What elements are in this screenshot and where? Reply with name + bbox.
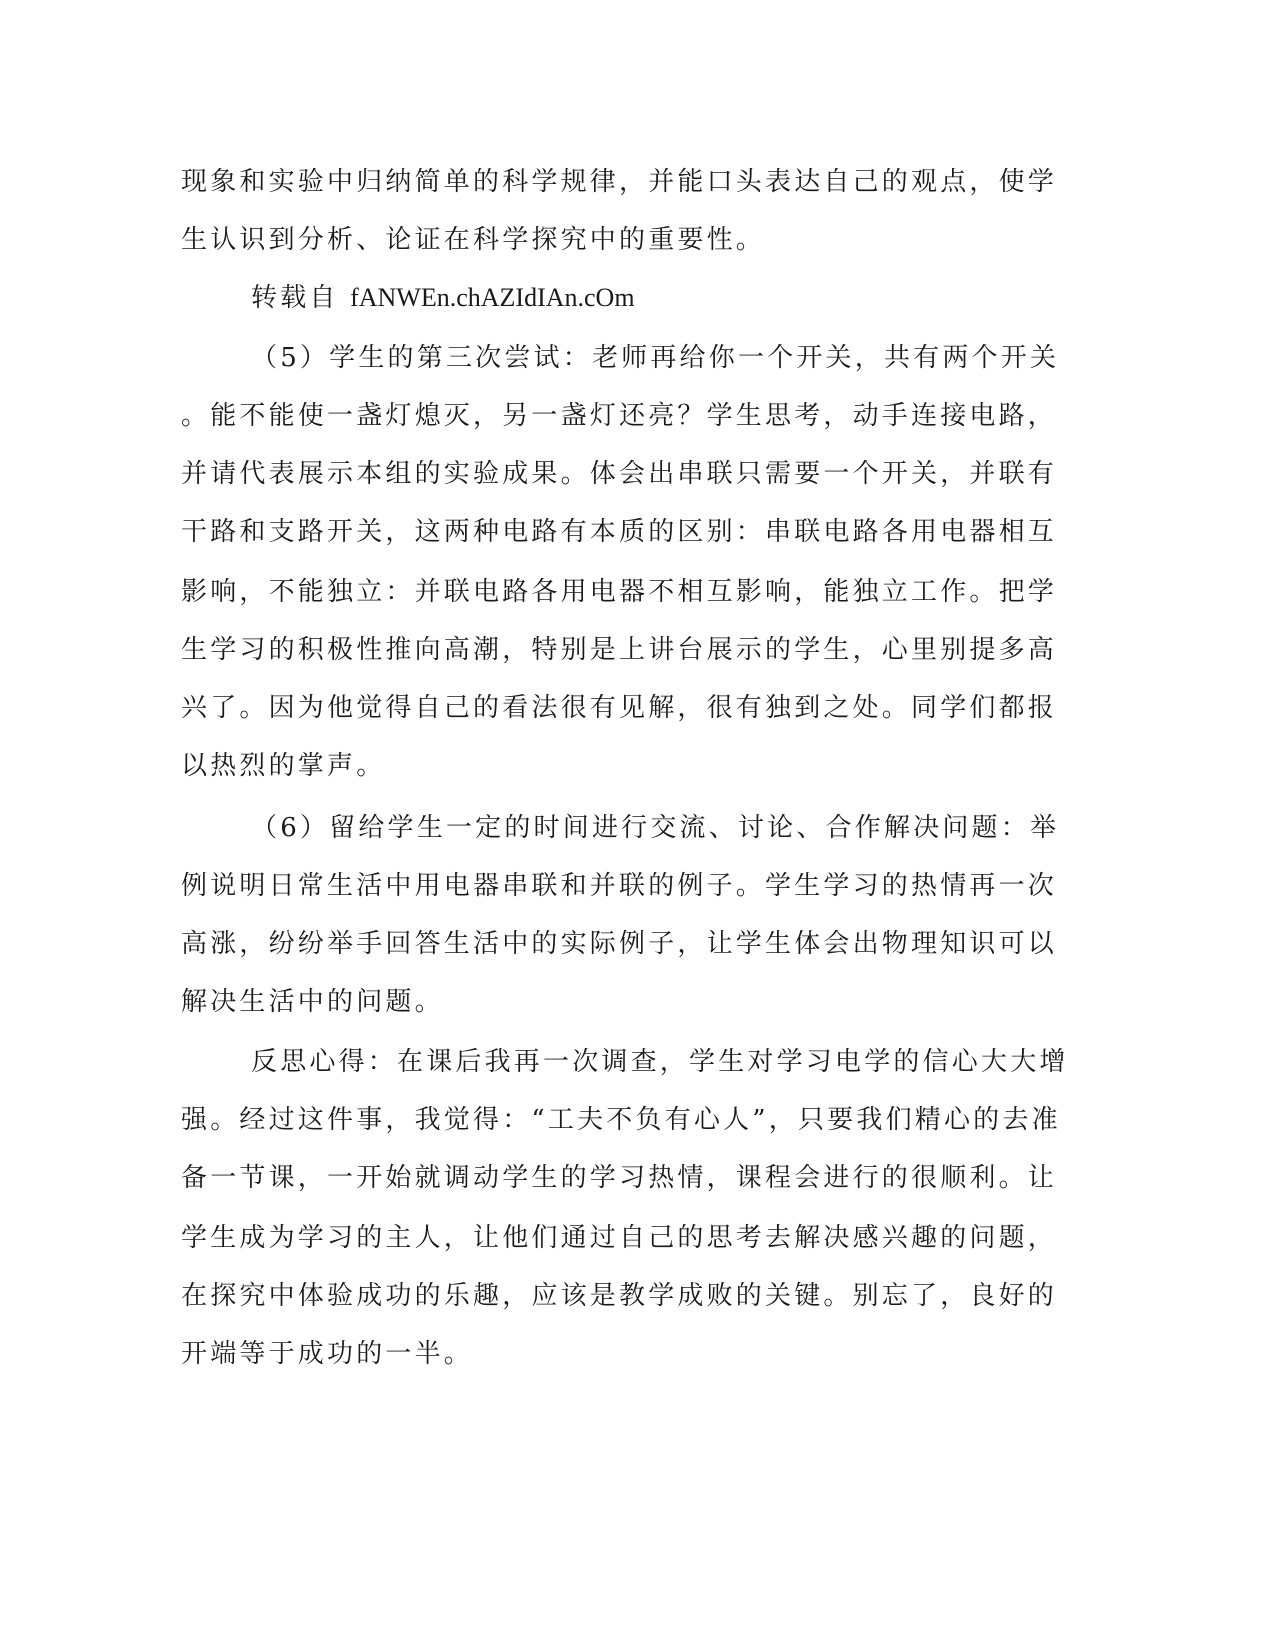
source-prefix: 转载自 xyxy=(251,283,351,313)
source-url: fANWEn.chAZIdIAn.cOm xyxy=(350,283,635,312)
text-line: 解决生活中的问题。 xyxy=(181,987,444,1017)
text-line: 高涨，纷纷举手回答生活中的实际例子，让学生体会出物理知识可以 xyxy=(181,929,1058,959)
text-line: 生认识到分析、论证在科学探究中的重要性。 xyxy=(181,225,766,255)
text-line: 影响，不能独立：并联电路各用电器不相互影响，能独立工作。把学 xyxy=(181,577,1058,607)
text-line: 强。经过这件事，我觉得：“工夫不负有心人”，只要我们精心的去准 xyxy=(181,1105,1061,1135)
text-line: （5）学生的第三次尝试：老师再给你一个开关，共有两个开关 xyxy=(251,343,1060,373)
text-line: 。能不能使一盏灯熄灭，另一盏灯还亮？学生思考，动手连接电路， xyxy=(181,401,1058,431)
text-line: 例说明日常生活中用电器串联和并联的例子。学生学习的热情再一次 xyxy=(181,871,1058,901)
text-line: 并请代表展示本组的实验成果。体会出串联只需要一个开关，并联有 xyxy=(181,459,1058,489)
text-line: 开端等于成功的一半。 xyxy=(181,1339,474,1369)
text-line: 学生成为学习的主人，让他们通过自己的思考去解决感兴趣的问题， xyxy=(181,1223,1058,1253)
text-line: 在探究中体验成功的乐趣，应该是教学成败的关键。别忘了，良好的 xyxy=(181,1281,1058,1311)
text-line: 生学习的积极性推向高潮，特别是上讲台展示的学生，心里别提多高 xyxy=(181,635,1058,665)
text-line: 以热烈的掌声。 xyxy=(181,751,386,781)
text-line: 干路和支路开关，这两种电路有本质的区别：串联电路各用电器相互 xyxy=(181,517,1058,547)
text-line: 备一节课，一开始就调动学生的学习热情，课程会进行的很顺利。让 xyxy=(181,1163,1058,1193)
text-line: 反思心得：在课后我再一次调查，学生对学习电学的信心大大增 xyxy=(251,1047,1069,1077)
source-note xyxy=(251,282,635,314)
text-line: （6）留给学生一定的时间进行交流、讨论、合作解决问题：举 xyxy=(251,813,1060,843)
text-line: 兴了。因为他觉得自己的看法很有见解，很有独到之处。同学们都报 xyxy=(181,693,1058,723)
text-line: 现象和实验中归纳简单的科学规律，并能口头表达自己的观点，使学 xyxy=(181,167,1058,197)
